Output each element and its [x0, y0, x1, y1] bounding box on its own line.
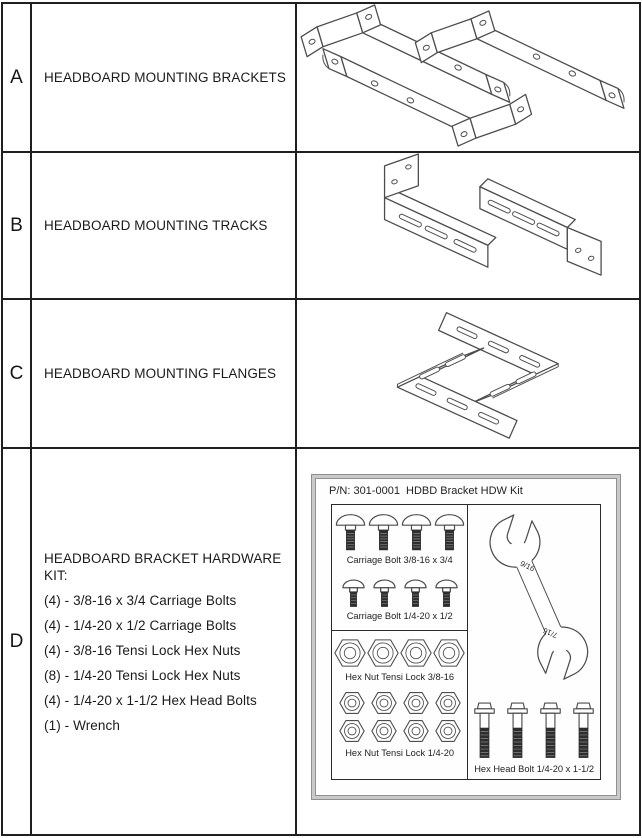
carriage-bolt-14-icons [338, 578, 462, 608]
carriage-bolt-38-icons [334, 512, 466, 552]
hex-nut-icon [339, 690, 365, 716]
wrench-icon [471, 508, 599, 690]
carriage-bolt-icon [373, 578, 396, 608]
carriage-bolt-icon [434, 512, 465, 552]
carriage-bolt-14-label: Carriage Bolt 1/4-20 x 1/2 [346, 611, 453, 621]
carriage-bolt-icon [335, 512, 366, 552]
kit-left-pane [332, 505, 468, 779]
hex-nut-icon [433, 637, 465, 669]
carriage-bolt-icon [368, 512, 399, 552]
hex-nut-38-group [332, 631, 467, 682]
hex-nut-14-label: Hex Nut Tensi Lock 1/4-20 [345, 748, 455, 758]
hex-nut-14-group [332, 689, 467, 758]
row-c-description: HEADBOARD MOUNTING FLANGES [32, 300, 297, 449]
hardware-item: (8) - 1/4-20 Tensi Lock Hex Nuts [44, 667, 241, 683]
carriage-bolt-38-label: Carriage Bolt 3/8-16 x 3/4 [346, 555, 453, 565]
hardware-item: (4) - 3/8-16 x 3/4 Carriage Bolts [44, 592, 237, 608]
hex-nut-14-icons-row2 [336, 717, 464, 745]
hardware-item: (4) - 3/8-16 Tensi Lock Hex Nuts [44, 642, 241, 658]
hardware-kit-title: HEADBOARD BRACKET HARDWARE KIT: [44, 550, 282, 583]
carriage-bolt-icon [404, 578, 427, 608]
hardware-item: (1) - Wrench [44, 717, 120, 733]
wrench-size-bottom: 7/16 [541, 625, 559, 640]
hex-head-bolt-icon [572, 700, 595, 761]
row-b-illustration [297, 153, 639, 300]
carriage-bolt-14-group [332, 578, 467, 621]
parts-table [1, 2, 641, 836]
hex-nut-icon [371, 718, 397, 744]
hardware-item: (4) - 1/4-20 x 1/2 Carriage Bolts [44, 617, 237, 633]
row-d-letter: D [3, 449, 32, 834]
hex-head-bolt-icon [473, 700, 496, 761]
hex-nut-icon [435, 718, 461, 744]
wrench-size-top: 9/16 [518, 558, 537, 574]
kit-contents-panel [331, 504, 601, 780]
headboard-mounting-tracks-drawing [300, 153, 636, 299]
hex-nut-38-icons [334, 637, 466, 669]
hardware-item: (4) - 1/4-20 x 1-1/2 Hex Head Bolts [44, 692, 257, 708]
hex-nut-icon [367, 637, 399, 669]
carriage-bolt-38-group [332, 505, 467, 565]
hex-nut-38-label: Hex Nut Tensi Lock 3/8-16 [345, 672, 455, 682]
row-a-illustration [297, 4, 639, 153]
hex-head-bolt-icon [506, 700, 529, 761]
row-d-description [32, 449, 297, 834]
headboard-mounting-flanges-drawing [300, 300, 636, 448]
hardware-kit-box [312, 475, 620, 799]
carriage-bolt-icon [435, 578, 458, 608]
hex-nut-icon [403, 718, 429, 744]
hex-head-bolt-group [468, 700, 600, 774]
hex-nut-icon [371, 690, 397, 716]
row-d-illustration [297, 449, 639, 834]
kit-part-number-label: P/N: 301-0001 HDBD Bracket HDW Kit [329, 485, 523, 497]
hex-nut-icon [435, 690, 461, 716]
hex-head-bolt-icon [539, 700, 562, 761]
headboard-mounting-brackets-drawing [300, 4, 636, 152]
row-a-letter: A [3, 4, 32, 153]
hex-nut-icon [334, 637, 366, 669]
row-b-description: HEADBOARD MOUNTING TRACKS [32, 153, 297, 300]
row-c-illustration [297, 300, 639, 449]
hex-nut-14-icons-row1 [336, 689, 464, 717]
row-c-letter: C [3, 300, 32, 449]
kit-right-pane [468, 505, 600, 779]
hex-nut-icon [400, 637, 432, 669]
hex-nut-icon [403, 690, 429, 716]
carriage-bolt-icon [342, 578, 365, 608]
row-a-description: HEADBOARD MOUNTING BRACKETS [32, 4, 297, 153]
hex-head-bolt-icons [468, 700, 600, 761]
hex-nut-icon [339, 718, 365, 744]
carriage-bolt-icon [401, 512, 432, 552]
hex-head-bolt-label: Hex Head Bolt 1/4-20 x 1-1/2 [474, 764, 595, 774]
row-b-letter: B [3, 153, 32, 300]
